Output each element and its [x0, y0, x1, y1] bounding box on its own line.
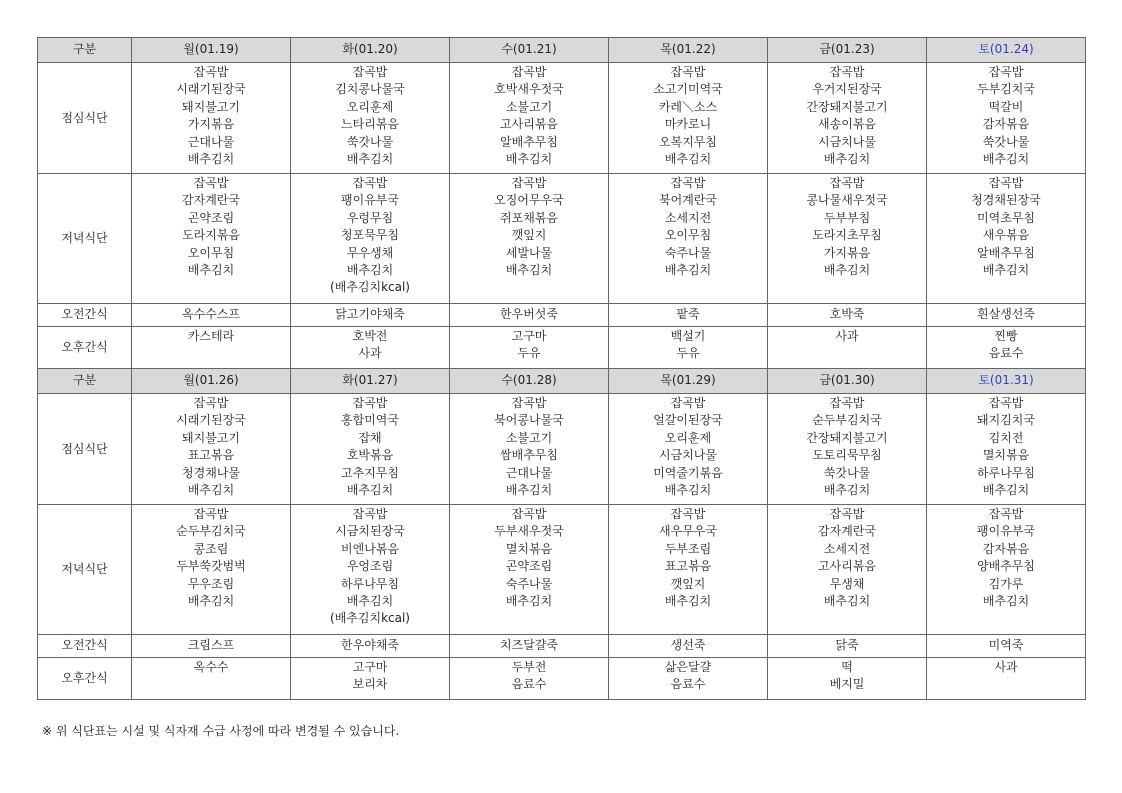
lunch-label-cell: 점심식단 [38, 394, 132, 505]
pm-snack-row [38, 658, 1086, 700]
menu-item: 두유 [517, 346, 541, 361]
menu-item: 청포묵무침 [341, 228, 399, 243]
menu-item: 배추김치 [346, 263, 394, 278]
menu-item: 잡곡밥 [829, 65, 865, 79]
menu-item: 우렁무침 [346, 210, 394, 225]
menu-item: 배추김치 [982, 483, 1030, 498]
menu-item: 배추김치 [664, 263, 712, 278]
am-snack-menu-cell: 한우야채죽 [291, 635, 450, 658]
day-header-cell: 수(01.21) [450, 38, 609, 63]
menu-item: 배추김치 [505, 152, 553, 167]
pm-snack-menu-cell [291, 327, 450, 369]
menu-item: 배추김치 [823, 483, 871, 498]
menu-item: 김치전 [988, 430, 1024, 445]
am-snack-label-cell: 오전간식 [38, 635, 132, 658]
menu-item: 두부조림 [664, 541, 712, 556]
menu-item: 잡곡밥 [193, 507, 229, 521]
menu-item: 배추김치 [664, 483, 712, 498]
menu-item: 잡곡밥 [511, 65, 547, 79]
menu-item: 콩나물새우젓국 [806, 193, 888, 208]
day-header-cell: 화(01.27) [291, 369, 450, 394]
menu-item: (배추김치kcal) [330, 611, 410, 626]
menu-item: 소불고기 [505, 430, 553, 445]
menu-item: 배추김치 [664, 594, 712, 609]
menu-item: 우엉조림 [346, 559, 394, 574]
dinner-menu-cell [927, 174, 1086, 304]
menu-item: 잡곡밥 [670, 396, 706, 410]
menu-item: 도라지초무침 [812, 228, 882, 243]
dinner-menu-cell [609, 174, 768, 304]
menu-item: 백설기 [670, 329, 706, 343]
menu-item: 숙주나물 [664, 245, 712, 260]
header-label-cell: 구분 [38, 369, 132, 394]
menu-item: 순두부김치국 [812, 413, 882, 428]
menu-item: 가지볶음 [187, 117, 235, 132]
menu-item: 보리차 [352, 677, 388, 692]
menu-item: 고사리볶음 [500, 117, 558, 132]
menu-item: 잡곡밥 [988, 507, 1024, 521]
menu-item: (배추김치kcal) [330, 280, 410, 295]
menu-item: 알배추무침 [500, 134, 558, 149]
menu-item: 표고볶음 [187, 448, 235, 463]
menu-item: 음료수 [511, 677, 547, 692]
menu-item: 멸치볶음 [505, 541, 553, 556]
menu-item: 마카로니 [664, 117, 712, 132]
menu-item: 배추김치 [505, 594, 553, 609]
menu-item: 감자계란국 [182, 193, 240, 208]
menu-item: 오복지무침 [659, 134, 717, 149]
day-header-cell: 수(01.28) [450, 369, 609, 394]
pm-snack-label-cell: 오후간식 [38, 327, 132, 369]
menu-item: 잡곡밥 [511, 396, 547, 410]
dinner-label-cell: 저녁식단 [38, 174, 132, 304]
menu-item: 잡곡밥 [829, 507, 865, 521]
dinner-menu-cell [768, 174, 927, 304]
menu-item: 두부부침 [823, 210, 871, 225]
week-header-row [38, 369, 1086, 394]
menu-item: 잡곡밥 [670, 507, 706, 521]
menu-item: 근대나물 [505, 465, 553, 480]
week-header-row [38, 38, 1086, 63]
menu-item: 돼지불고기 [182, 99, 240, 114]
menu-item: 고구마 [511, 329, 547, 343]
header-label-cell: 구분 [38, 38, 132, 63]
pm-snack-menu-cell [927, 327, 1086, 369]
menu-item: 새송이볶음 [818, 117, 876, 132]
menu-item: 소세지전 [664, 210, 712, 225]
day-header-cell: 목(01.29) [609, 369, 768, 394]
dinner-menu-cell [450, 505, 609, 635]
pm-snack-menu-cell [609, 658, 768, 700]
menu-item: 오리훈제 [664, 430, 712, 445]
menu-item: 돼지불고기 [182, 430, 240, 445]
menu-item: 고구마 [352, 660, 388, 674]
menu-item: 팽이유부국 [977, 524, 1035, 539]
menu-item: 카스테라 [187, 329, 235, 343]
lunch-menu-cell [450, 394, 609, 505]
menu-item: 세발나물 [505, 245, 553, 260]
menu-item: 새우볶음 [982, 228, 1030, 243]
menu-item: 떡갈비 [988, 99, 1024, 114]
menu-item: 두유 [676, 346, 700, 361]
menu-item: 쥐포채볶음 [500, 210, 558, 225]
lunch-label-cell: 점심식단 [38, 63, 132, 174]
menu-item: 쑥갓나물 [823, 465, 871, 480]
menu-item: 배추김치 [187, 483, 235, 498]
menu-item: 두부전 [511, 660, 547, 674]
menu-item: 잡곡밥 [988, 176, 1024, 190]
menu-item: 시금치나물 [659, 448, 717, 463]
day-header-cell: 토(01.31) [927, 369, 1086, 394]
menu-item: 청경채나물 [182, 465, 240, 480]
dinner-menu-cell [450, 174, 609, 304]
menu-item: 시금치된장국 [335, 524, 405, 539]
menu-item: 두부김치국 [977, 82, 1035, 97]
pm-snack-menu-cell [927, 658, 1086, 700]
lunch-menu-cell [291, 63, 450, 174]
lunch-menu-cell [609, 394, 768, 505]
pm-snack-menu-cell [450, 327, 609, 369]
menu-item: 삶은달걀 [664, 660, 712, 674]
lunch-menu-cell [450, 63, 609, 174]
menu-item: 근대나물 [187, 134, 235, 149]
menu-item: 쑥갓나물 [982, 134, 1030, 149]
menu-item: 곤약조림 [505, 559, 553, 574]
pm-snack-menu-cell [291, 658, 450, 700]
menu-item: 배추김치 [505, 263, 553, 278]
menu-item: 오이무침 [664, 228, 712, 243]
pm-snack-menu-cell [450, 658, 609, 700]
menu-item: 배추김치 [187, 594, 235, 609]
day-header-cell: 금(01.30) [768, 369, 927, 394]
menu-item: 잡곡밥 [829, 396, 865, 410]
menu-item: 소세지전 [823, 541, 871, 556]
am-snack-menu-cell: 치즈달걀죽 [450, 635, 609, 658]
pm-snack-label-cell: 오후간식 [38, 658, 132, 700]
menu-item: 도라지볶음 [182, 228, 240, 243]
menu-item: 느타리볶음 [341, 117, 399, 132]
menu-item: 감자계란국 [818, 524, 876, 539]
menu-item: 잡곡밥 [511, 176, 547, 190]
menu-item: 음료수 [670, 677, 706, 692]
menu-item: 베지밀 [829, 677, 865, 692]
menu-item: 배추김치 [187, 263, 235, 278]
menu-item: 잡곡밥 [670, 65, 706, 79]
menu-item: 배추김치 [187, 152, 235, 167]
am-snack-menu-cell: 팥죽 [609, 304, 768, 327]
menu-item: 새우무우국 [659, 524, 717, 539]
menu-item: 호박새우젓국 [494, 82, 564, 97]
am-snack-menu-cell: 닭죽 [768, 635, 927, 658]
pm-snack-menu-cell [768, 658, 927, 700]
pm-snack-menu-cell [132, 327, 291, 369]
menu-item: 오이무침 [187, 245, 235, 260]
menu-item: 쑥갓나물 [346, 134, 394, 149]
menu-item: 팽이유부국 [341, 193, 399, 208]
menu-item: 간장돼지불고기 [806, 99, 888, 114]
menu-item: 배추김치 [982, 594, 1030, 609]
menu-item: 잡곡밥 [988, 396, 1024, 410]
menu-item: 배추김치 [664, 152, 712, 167]
lunch-menu-cell [927, 63, 1086, 174]
am-snack-menu-cell: 미역죽 [927, 635, 1086, 658]
menu-item: 홍합미역국 [341, 413, 399, 428]
menu-item: 잡곡밥 [193, 65, 229, 79]
menu-item: 잡곡밥 [352, 396, 388, 410]
menu-item: 잡곡밥 [352, 507, 388, 521]
menu-item: 멸치볶음 [982, 448, 1030, 463]
menu-item: 양배추무침 [977, 559, 1035, 574]
menu-item: 김가루 [988, 576, 1024, 591]
lunch-row [38, 63, 1086, 174]
menu-item: 잡곡밥 [193, 176, 229, 190]
menu-item: 하루나무침 [977, 465, 1035, 480]
menu-item: 호박전 [352, 329, 388, 343]
dinner-menu-cell [927, 505, 1086, 635]
pm-snack-row [38, 327, 1086, 369]
menu-item: 떡 [841, 660, 853, 674]
day-header-cell: 월(01.19) [132, 38, 291, 63]
am-snack-menu-cell: 닭고기야채죽 [291, 304, 450, 327]
am-snack-menu-cell: 생선죽 [609, 635, 768, 658]
menu-item: 콩조림 [193, 541, 229, 556]
dinner-menu-cell [132, 505, 291, 635]
lunch-menu-cell [927, 394, 1086, 505]
day-header-cell: 화(01.20) [291, 38, 450, 63]
dinner-row [38, 505, 1086, 635]
menu-item: 북어계란국 [659, 193, 717, 208]
menu-item: 배추김치 [982, 263, 1030, 278]
lunch-menu-cell [768, 394, 927, 505]
menu-item: 깻잎지 [670, 576, 706, 591]
menu-item: 무우조림 [187, 576, 235, 591]
meal-plan-table [37, 37, 1086, 700]
menu-item: 잡곡밥 [988, 65, 1024, 79]
footnote: ※ 위 식단표는 시설 및 식자재 수급 사정에 따라 변경될 수 있습니다. [42, 724, 400, 738]
dinner-menu-cell [291, 174, 450, 304]
dinner-menu-cell [609, 505, 768, 635]
menu-item: 잡곡밥 [193, 396, 229, 410]
menu-item: 순두부김치국 [176, 524, 246, 539]
menu-item: 비엔나볶음 [341, 541, 399, 556]
am-snack-menu-cell: 흰살생선죽 [927, 304, 1086, 327]
menu-item: 배추김치 [346, 594, 394, 609]
am-snack-menu-cell: 크림스프 [132, 635, 291, 658]
menu-item: 미역줄기볶음 [653, 465, 723, 480]
menu-item: 시금치나물 [818, 134, 876, 149]
lunch-menu-cell [291, 394, 450, 505]
dinner-label-cell: 저녁식단 [38, 505, 132, 635]
menu-item: 오징어무우국 [494, 193, 564, 208]
menu-item: 무생채 [829, 576, 865, 591]
menu-item: 소고기미역국 [653, 82, 723, 97]
menu-item: 사과 [994, 660, 1018, 674]
menu-item: 사과 [358, 346, 382, 361]
menu-item: 알배추무침 [977, 245, 1035, 260]
menu-item: 고사리볶음 [818, 559, 876, 574]
dinner-menu-cell [291, 505, 450, 635]
menu-item: 북어콩나물국 [494, 413, 564, 428]
menu-item: 표고볶음 [664, 559, 712, 574]
menu-item: 감자볶음 [982, 541, 1030, 556]
menu-item: 잡채 [358, 430, 382, 445]
menu-item: 배추김치 [505, 483, 553, 498]
dinner-menu-cell [768, 505, 927, 635]
am-snack-label-cell: 오전간식 [38, 304, 132, 327]
lunch-menu-cell [132, 394, 291, 505]
am-snack-menu-cell: 옥수수스프 [132, 304, 291, 327]
menu-item: 오리훈제 [346, 99, 394, 114]
pm-snack-menu-cell [768, 327, 927, 369]
am-snack-menu-cell: 호박죽 [768, 304, 927, 327]
day-header-cell: 목(01.22) [609, 38, 768, 63]
menu-item: 잡곡밥 [352, 176, 388, 190]
menu-item: 옥수수 [193, 660, 229, 674]
menu-item: 돼지김치국 [977, 413, 1035, 428]
lunch-menu-cell [132, 63, 291, 174]
lunch-menu-cell [768, 63, 927, 174]
menu-item: 배추김치 [823, 152, 871, 167]
menu-item: 배추김치 [346, 152, 394, 167]
menu-item: 소불고기 [505, 99, 553, 114]
menu-item: 쌈배추무침 [500, 448, 558, 463]
menu-item: 깻잎지 [511, 228, 547, 243]
am-snack-row [38, 304, 1086, 327]
menu-item: 얼갈이된장국 [653, 413, 723, 428]
menu-item: 하루나무침 [341, 576, 399, 591]
menu-item: 감자볶음 [982, 117, 1030, 132]
menu-item: 배추김치 [823, 263, 871, 278]
day-header-cell: 토(01.24) [927, 38, 1086, 63]
menu-item: 가지볶음 [823, 245, 871, 260]
dinner-menu-cell [132, 174, 291, 304]
day-header-cell: 금(01.23) [768, 38, 927, 63]
lunch-menu-cell [609, 63, 768, 174]
menu-item: 잡곡밥 [511, 507, 547, 521]
menu-item: 호박볶음 [346, 448, 394, 463]
menu-item: 청경채된장국 [971, 193, 1041, 208]
menu-item: 두부새우젓국 [494, 524, 564, 539]
menu-item: 배추김치 [823, 594, 871, 609]
menu-item: 두부쑥갓범벅 [176, 559, 246, 574]
lunch-row [38, 394, 1086, 505]
menu-item: 김치콩나물국 [335, 82, 405, 97]
am-snack-row [38, 635, 1086, 658]
am-snack-menu-cell: 한우버섯죽 [450, 304, 609, 327]
menu-item: 미역초무침 [977, 210, 1035, 225]
menu-item: 잡곡밥 [670, 176, 706, 190]
dinner-row [38, 174, 1086, 304]
menu-item: 곤약조림 [187, 210, 235, 225]
menu-item: 배추김치 [346, 483, 394, 498]
menu-item: 잡곡밥 [829, 176, 865, 190]
menu-item: 우거지된장국 [812, 82, 882, 97]
pm-snack-menu-cell [132, 658, 291, 700]
menu-item: 잡곡밥 [352, 65, 388, 79]
menu-item: 무우생채 [346, 245, 394, 260]
menu-item: 고추지무침 [341, 465, 399, 480]
menu-item: 간장돼지불고기 [806, 430, 888, 445]
menu-item: 도토리묵무침 [812, 448, 882, 463]
menu-item: 배추김치 [982, 152, 1030, 167]
menu-item: 찐빵 [994, 329, 1018, 343]
pm-snack-menu-cell [609, 327, 768, 369]
menu-item: 시래기된장국 [176, 413, 246, 428]
menu-item: 카레＼소스 [658, 99, 718, 114]
menu-item: 사과 [835, 329, 859, 343]
menu-item: 시래기된장국 [176, 82, 246, 97]
menu-item: 음료수 [988, 346, 1024, 361]
menu-item: 숙주나물 [505, 576, 553, 591]
day-header-cell: 월(01.26) [132, 369, 291, 394]
